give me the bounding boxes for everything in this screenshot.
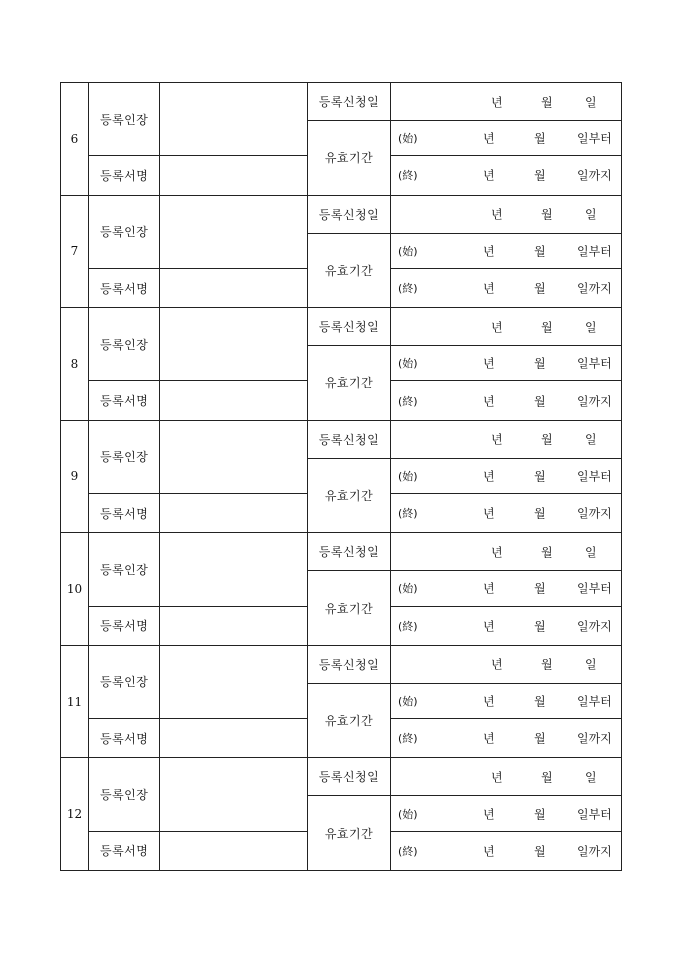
application-date-label: 등록신청일 [308,645,391,683]
validity-end-field[interactable] [391,719,622,758]
year-unit: 년 [491,320,503,335]
day-from-unit: 일부터 [577,807,612,822]
signature-field[interactable] [160,268,308,307]
validity-period-label: 유효기간 [308,683,391,757]
entry-row-application [61,308,622,346]
day-from-unit: 일부터 [577,694,612,709]
signature-field[interactable] [160,156,308,195]
month-unit: 월 [541,545,553,560]
seal-field[interactable] [160,533,308,606]
application-date-field[interactable] [391,533,622,571]
seal-field[interactable] [160,83,308,156]
signature-label: 등록서명 [89,156,160,195]
start-prefix: (始) [398,695,418,708]
year-unit: 년 [483,581,495,596]
seal-field[interactable] [160,195,308,268]
validity-start-field[interactable] [391,683,622,718]
validity-period-label: 유효기간 [308,121,391,195]
application-date-label: 등록신청일 [308,533,391,571]
day-from-unit: 일부터 [577,131,612,146]
year-unit: 년 [483,356,495,371]
month-unit: 월 [534,131,546,146]
signature-label: 등록서명 [89,381,160,420]
application-date-label: 등록신청일 [308,420,391,458]
application-date-field[interactable] [391,420,622,458]
seal-label: 등록인장 [89,308,160,381]
entry-number: 10 [61,533,89,646]
month-unit: 월 [534,281,546,296]
validity-period-label: 유효기간 [308,796,391,871]
day-until-unit: 일까지 [577,844,612,859]
entry-row-application [61,420,622,458]
validity-period-label: 유효기간 [308,233,391,307]
validity-start-field[interactable] [391,233,622,268]
validity-period-label: 유효기간 [308,458,391,532]
month-unit: 월 [534,506,546,521]
year-unit: 년 [483,844,495,859]
month-unit: 월 [534,581,546,596]
application-date-field[interactable] [391,758,622,796]
application-date-label: 등록신청일 [308,308,391,346]
validity-period-label: 유효기간 [308,571,391,645]
start-prefix: (始) [398,132,418,146]
day-until-unit: 일까지 [577,506,612,521]
seal-field[interactable] [160,308,308,381]
entry-number: 6 [61,83,89,196]
year-unit: 년 [483,244,495,259]
end-prefix: (終) [398,619,418,633]
year-unit: 년 [483,619,495,634]
month-unit: 월 [534,844,546,859]
month-unit: 월 [534,469,546,484]
validity-end-field[interactable] [391,494,622,533]
month-unit: 월 [534,807,546,822]
seal-label: 등록인장 [89,758,160,831]
signature-label: 등록서명 [89,606,160,645]
application-date-label: 등록신청일 [308,83,391,121]
day-unit: 일 [585,657,597,672]
month-unit: 월 [541,770,553,785]
entry-row-application [61,533,622,571]
application-date-label: 등록신청일 [308,758,391,796]
validity-start-field[interactable] [391,346,622,381]
application-date-field[interactable] [391,645,622,683]
signature-label: 등록서명 [89,719,160,758]
validity-start-field[interactable] [391,121,622,156]
month-unit: 월 [541,432,553,447]
entry-number: 8 [61,308,89,421]
signature-field[interactable] [160,494,308,533]
month-unit: 월 [541,207,553,222]
validity-start-field[interactable] [391,796,622,831]
signature-label: 등록서명 [89,268,160,307]
year-unit: 년 [483,807,495,822]
signature-field[interactable] [160,719,308,758]
start-prefix: (始) [398,244,418,258]
year-unit: 년 [483,131,495,146]
day-unit: 일 [585,545,597,560]
day-until-unit: 일까지 [577,619,612,634]
end-prefix: (終) [398,282,418,295]
month-unit: 월 [534,356,546,371]
application-date-label: 등록신청일 [308,195,391,233]
day-unit: 일 [585,432,597,447]
registration-table [60,82,622,871]
seal-label: 등록인장 [89,83,160,156]
seal-label: 등록인장 [89,533,160,606]
month-unit: 월 [541,657,553,672]
seal-field[interactable] [160,758,308,831]
year-unit: 년 [483,168,495,183]
validity-end-field[interactable] [391,268,622,307]
day-from-unit: 일부터 [577,356,612,371]
seal-label: 등록인장 [89,195,160,268]
end-prefix: (終) [398,507,418,521]
validity-end-field[interactable] [391,156,622,195]
signature-label: 등록서명 [89,831,160,870]
entry-row-application [61,758,622,796]
month-unit: 월 [534,394,546,409]
entry-number: 11 [61,645,89,758]
year-unit: 년 [491,770,503,785]
entry-row-application [61,195,622,233]
month-unit: 월 [534,168,546,183]
day-unit: 일 [585,320,597,335]
validity-end-field[interactable] [391,606,622,645]
year-unit: 년 [491,545,503,560]
month-unit: 월 [534,244,546,259]
entry-number: 9 [61,420,89,533]
year-unit: 년 [483,469,495,484]
year-unit: 년 [483,394,495,409]
validity-start-field[interactable] [391,458,622,493]
application-date-field[interactable] [391,195,622,233]
seal-label: 등록인장 [89,420,160,493]
month-unit: 월 [534,731,546,746]
day-until-unit: 일까지 [577,281,612,296]
start-prefix: (始) [398,807,418,821]
application-date-field[interactable] [391,308,622,346]
month-unit: 월 [541,95,553,110]
year-unit: 년 [483,506,495,521]
entry-row-application [61,83,622,121]
year-unit: 년 [491,432,503,447]
day-from-unit: 일부터 [577,581,612,596]
signature-field[interactable] [160,381,308,420]
entry-row-application [61,645,622,683]
validity-end-field[interactable] [391,381,622,420]
validity-end-field[interactable] [391,831,622,870]
end-prefix: (終) [398,844,418,858]
end-prefix: (終) [398,169,418,183]
end-prefix: (終) [398,732,418,746]
seal-label: 등록인장 [89,645,160,718]
start-prefix: (始) [398,582,418,596]
start-prefix: (始) [398,469,418,483]
seal-field[interactable] [160,645,308,718]
seal-field[interactable] [160,420,308,493]
application-date-field[interactable] [391,83,622,121]
day-unit: 일 [585,95,597,110]
signature-label: 등록서명 [89,494,160,533]
day-until-unit: 일까지 [577,168,612,183]
month-unit: 월 [541,320,553,335]
end-prefix: (終) [398,394,418,408]
day-until-unit: 일까지 [577,731,612,746]
signature-field[interactable] [160,831,308,870]
day-from-unit: 일부터 [577,244,612,259]
month-unit: 월 [534,619,546,634]
year-unit: 년 [491,95,503,110]
month-unit: 월 [534,694,546,709]
validity-start-field[interactable] [391,571,622,606]
year-unit: 년 [483,731,495,746]
day-unit: 일 [585,207,597,222]
year-unit: 년 [483,694,495,709]
year-unit: 년 [491,657,503,672]
year-unit: 년 [491,207,503,222]
year-unit: 년 [483,281,495,296]
day-until-unit: 일까지 [577,394,612,409]
start-prefix: (始) [398,357,418,371]
day-from-unit: 일부터 [577,469,612,484]
entry-number: 7 [61,195,89,308]
entry-number: 12 [61,758,89,871]
validity-period-label: 유효기간 [308,346,391,420]
signature-field[interactable] [160,606,308,645]
day-unit: 일 [585,770,597,785]
